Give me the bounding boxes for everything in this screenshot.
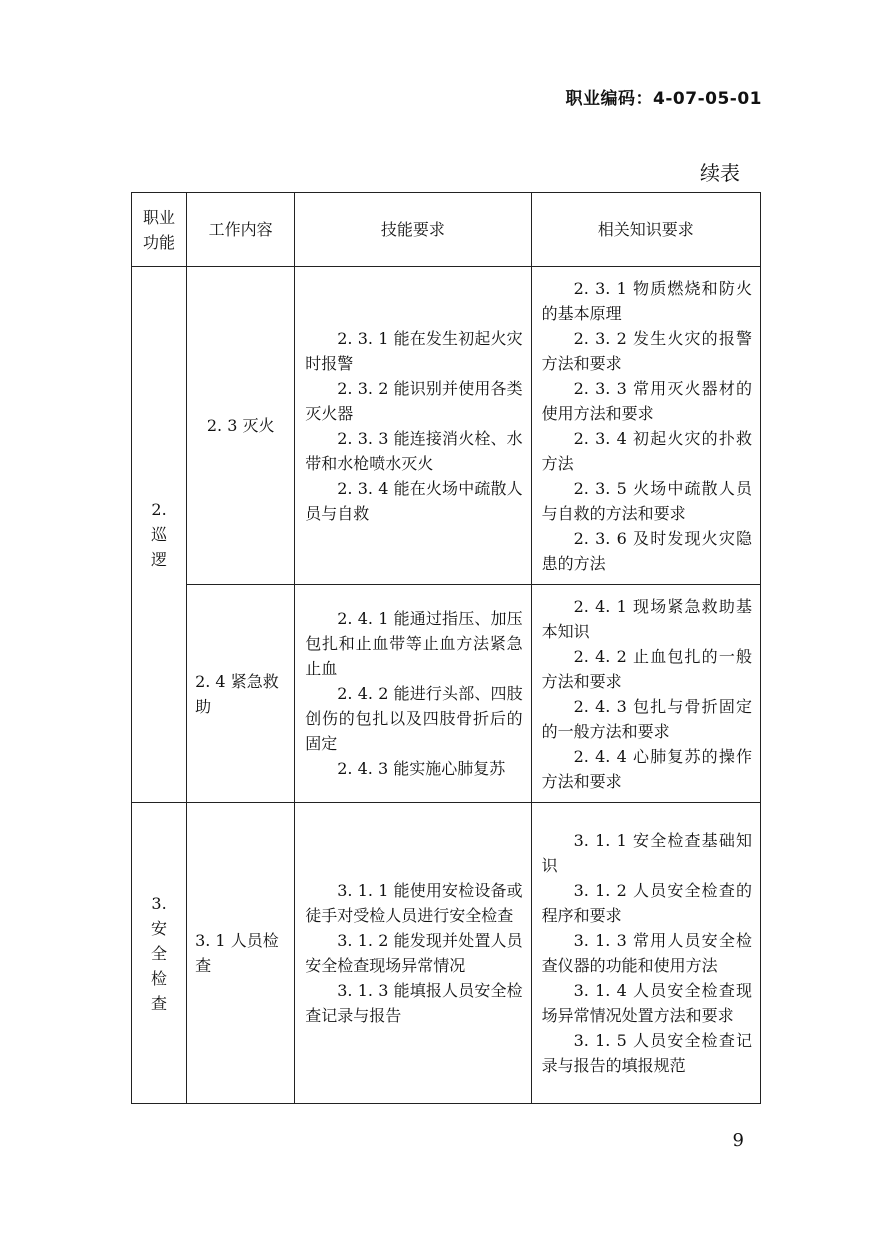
knowledge-cell <box>531 803 760 1104</box>
list-item: 2. 4. 3 包扎与骨折固定的一般方法和要求 <box>541 696 752 741</box>
list-item: 3. 1. 2 人员安全检查的程序和要求 <box>541 881 752 925</box>
header-skill: 技能要求 <box>295 193 531 267</box>
knowledge-cell <box>531 267 760 585</box>
list-item: 2. 4. 1 能通过指压、加压包扎和止血带等止血方法紧急止血 <box>305 609 523 678</box>
table-row <box>132 267 761 585</box>
page-number: 9 <box>732 1130 744 1151</box>
function-number: 2. <box>151 500 167 519</box>
list-item: 2. 4. 3 能实施心肺复苏 <box>337 759 506 778</box>
list-item: 2. 4. 4 心肺复苏的操作方法和要求 <box>541 746 752 791</box>
skill-cell <box>295 803 531 1104</box>
list-item: 2. 3. 4 能在火场中疏散人员与自救 <box>305 478 523 523</box>
list-item: 3. 1. 3 常用人员安全检查仪器的功能和使用方法 <box>541 931 752 975</box>
list-item: 3. 1. 3 能填报人员安全检查记录与报告 <box>305 981 523 1025</box>
work-content-cell: 2. 3 灭火 <box>187 267 295 585</box>
list-item: 2. 3. 3 能连接消火栓、水带和水枪喷水灭火 <box>305 428 523 473</box>
list-item: 2. 3. 2 能识别并使用各类灭火器 <box>305 378 523 423</box>
list-item: 2. 3. 4 初起火灾的扑救方法 <box>541 428 752 473</box>
work-content-cell: 2. 4 紧急救助 <box>187 585 295 803</box>
requirements-table <box>131 192 761 1104</box>
list-item: 2. 3. 6 及时发现火灾隐患的方法 <box>541 528 752 573</box>
continued-label: 续表 <box>700 161 740 185</box>
table-row <box>132 803 761 1104</box>
table-row <box>132 585 761 803</box>
list-item: 2. 3. 2 发生火灾的报警方法和要求 <box>541 328 752 373</box>
function-cell <box>132 803 187 1104</box>
list-item: 2. 4. 2 止血包扎的一般方法和要求 <box>541 646 752 691</box>
list-item: 2. 3. 1 物质燃烧和防火的基本原理 <box>541 278 752 323</box>
list-item: 3. 1. 5 人员安全检查记录与报告的填报规范 <box>541 1031 752 1075</box>
function-cell <box>132 267 187 803</box>
list-item: 3. 1. 2 能发现并处置人员安全检查现场异常情况 <box>305 931 523 975</box>
skill-cell <box>295 267 531 585</box>
list-item: 3. 1. 4 人员安全检查现场异常情况处置方法和要求 <box>541 981 752 1025</box>
work-content-cell: 3. 1 人员检查 <box>187 803 295 1104</box>
skill-cell <box>295 585 531 803</box>
list-item: 2. 4. 1 现场紧急救助基本知识 <box>541 596 752 641</box>
header-work: 工作内容 <box>187 193 295 267</box>
header-knowledge: 相关知识要求 <box>531 193 760 267</box>
function-name: 安全检查 <box>151 918 168 1013</box>
header-function: 职业功能 <box>132 193 187 267</box>
occupation-code: 职业编码：4-07-05-01 <box>565 89 762 109</box>
list-item: 2. 3. 5 火场中疏散人员与自救的方法和要求 <box>541 478 752 523</box>
function-name: 巡逻 <box>151 525 168 569</box>
list-item: 2. 3. 1 能在发生初起火灾时报警 <box>305 328 523 373</box>
list-item: 2. 3. 3 常用灭火器材的使用方法和要求 <box>541 378 752 423</box>
knowledge-cell <box>531 585 760 803</box>
function-number: 3. <box>151 893 167 913</box>
list-item: 3. 1. 1 安全检查基础知识 <box>541 831 752 875</box>
table-header-row <box>132 193 761 267</box>
list-item: 2. 4. 2 能进行头部、四肢创伤的包扎以及四肢骨折后的固定 <box>305 684 523 753</box>
list-item: 3. 1. 1 能使用安检设备或徒手对受检人员进行安全检查 <box>305 881 523 925</box>
